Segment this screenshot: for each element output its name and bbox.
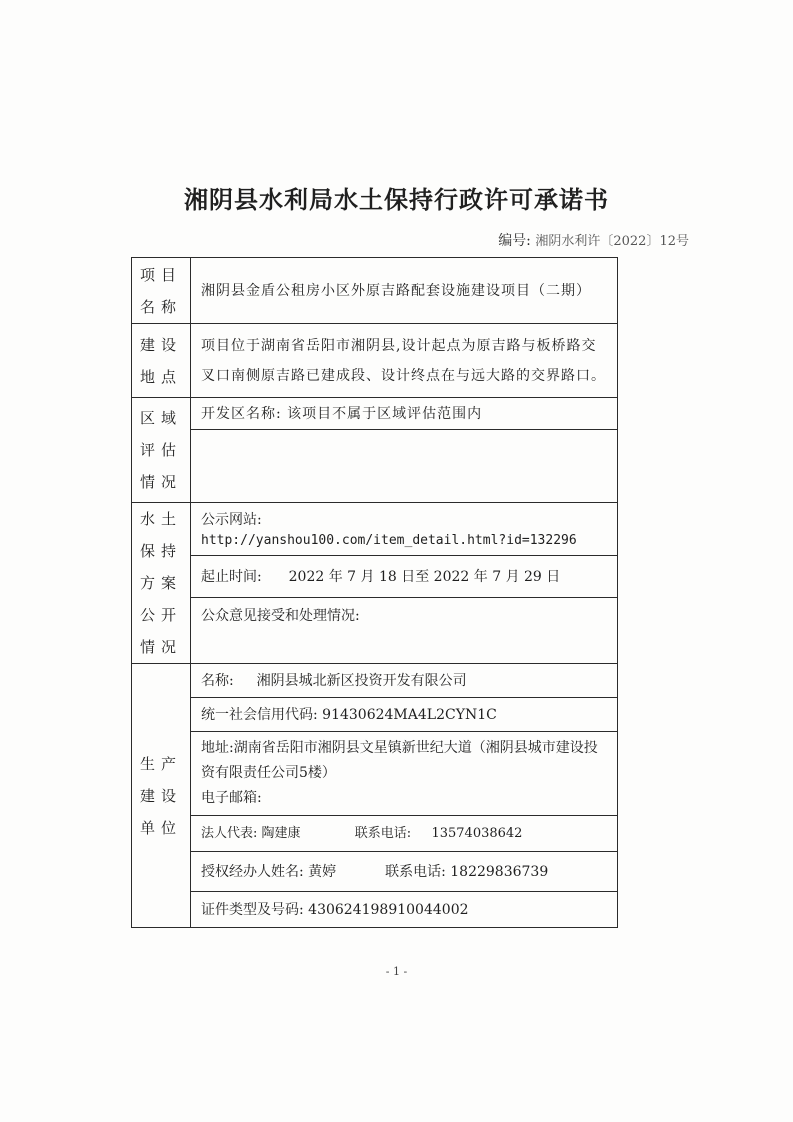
row-location: [132, 324, 618, 398]
id-label: 证件类型及号码:: [201, 901, 304, 918]
unit-address-cell: [191, 732, 618, 816]
page-number: - 1 -: [385, 965, 408, 978]
agent-phone-value: 18229836739: [450, 863, 549, 880]
doc-no-value: 湘阴水利许〔2022〕12号: [535, 234, 689, 249]
location-label-text: 建设地点: [139, 335, 182, 386]
unit-id-cell: [191, 892, 618, 928]
website-label: 公示网站:: [201, 511, 262, 528]
unit-name-value: 湘阴县城北新区投资开发有限公司: [256, 672, 467, 689]
unit-label-text: 生产建设单位: [139, 754, 182, 837]
document-number: [498, 230, 689, 250]
regional-label: [132, 398, 191, 503]
agent-phone-label: 联系电话:: [385, 863, 446, 880]
credit-label: 统一社会信用代码:: [201, 706, 318, 723]
id-value: 430624198910044002: [308, 901, 469, 918]
row-unit-agent: [132, 852, 618, 892]
publicity-feedback-cell: 公众意见接受和处理情况:: [191, 598, 618, 664]
row-publicity-website: [132, 503, 618, 556]
publicity-label-text: 水土保持方案公开情况: [139, 510, 182, 656]
row-unit-id: [132, 892, 618, 928]
document-title: 湘阴县水利局水土保持行政许可承诺书: [184, 185, 609, 214]
row-unit-name: [132, 664, 618, 698]
project-name-value: 湘阴县金盾公租房小区外原吉路配套设施建设项目（二期）: [191, 258, 618, 324]
publicity-website-cell: [191, 503, 618, 556]
publicity-label: [132, 503, 191, 664]
unit-label: [132, 664, 191, 928]
agent-name: 黄婷: [308, 863, 337, 880]
publicity-period-cell: [191, 555, 618, 598]
row-unit-address: [132, 732, 618, 816]
legal-phone-label: 联系电话:: [354, 825, 412, 841]
legal-rep: 法人代表: 陶建康: [201, 825, 301, 841]
regional-zone-line: 开发区名称: 该项目不属于区域评估范围内: [191, 398, 618, 430]
period-value: 2022 年 7 月 18 日至 2022 年 7 月 29 日: [288, 568, 561, 585]
unit-name-label: 名称:: [201, 672, 234, 689]
unit-agent-cell: [191, 852, 618, 892]
regional-blank-cell: [191, 430, 618, 503]
project-name-label: [132, 258, 191, 324]
permit-form-table: [131, 257, 618, 928]
row-unit-legal: [132, 816, 618, 852]
location-value: 项目位于湖南省岳阳市湘阴县,设计起点为原吉路与板桥路交叉口南侧原吉路已建成段、设计终点在与远大路的交界路口。: [191, 324, 618, 398]
agent-label: 授权经办人姓名:: [201, 863, 304, 880]
unit-credit-cell: [191, 698, 618, 732]
unit-name-cell: [191, 664, 618, 698]
row-publicity-feedback: [132, 598, 618, 664]
website-url: http://yanshou100.com/item_detail.html?id=132296: [201, 532, 577, 548]
address-value: 湖南省岳阳市湘阴县文星镇新世纪大道（湘阴县城市建设投资有限责任公司5楼）: [201, 740, 598, 781]
credit-value: 91430624MA4L2CYN1C: [322, 706, 497, 723]
row-unit-credit: [132, 698, 618, 732]
project-label-text: 项目名称: [139, 265, 182, 316]
doc-no-label: 编号:: [498, 233, 531, 249]
unit-legal-cell: [191, 816, 618, 852]
location-label: [132, 324, 191, 398]
row-regional-zone: [132, 398, 618, 430]
address-label: 地址:: [201, 740, 234, 756]
row-publicity-period: [132, 555, 618, 598]
email-label: 电子邮箱:: [201, 790, 262, 806]
legal-phone-value: 13574038642: [431, 825, 523, 841]
period-label: 起止时间:: [201, 568, 262, 585]
regional-label-text: 区域评估情况: [139, 409, 182, 491]
row-project-name: [132, 258, 618, 324]
row-regional-blank: [132, 430, 618, 503]
